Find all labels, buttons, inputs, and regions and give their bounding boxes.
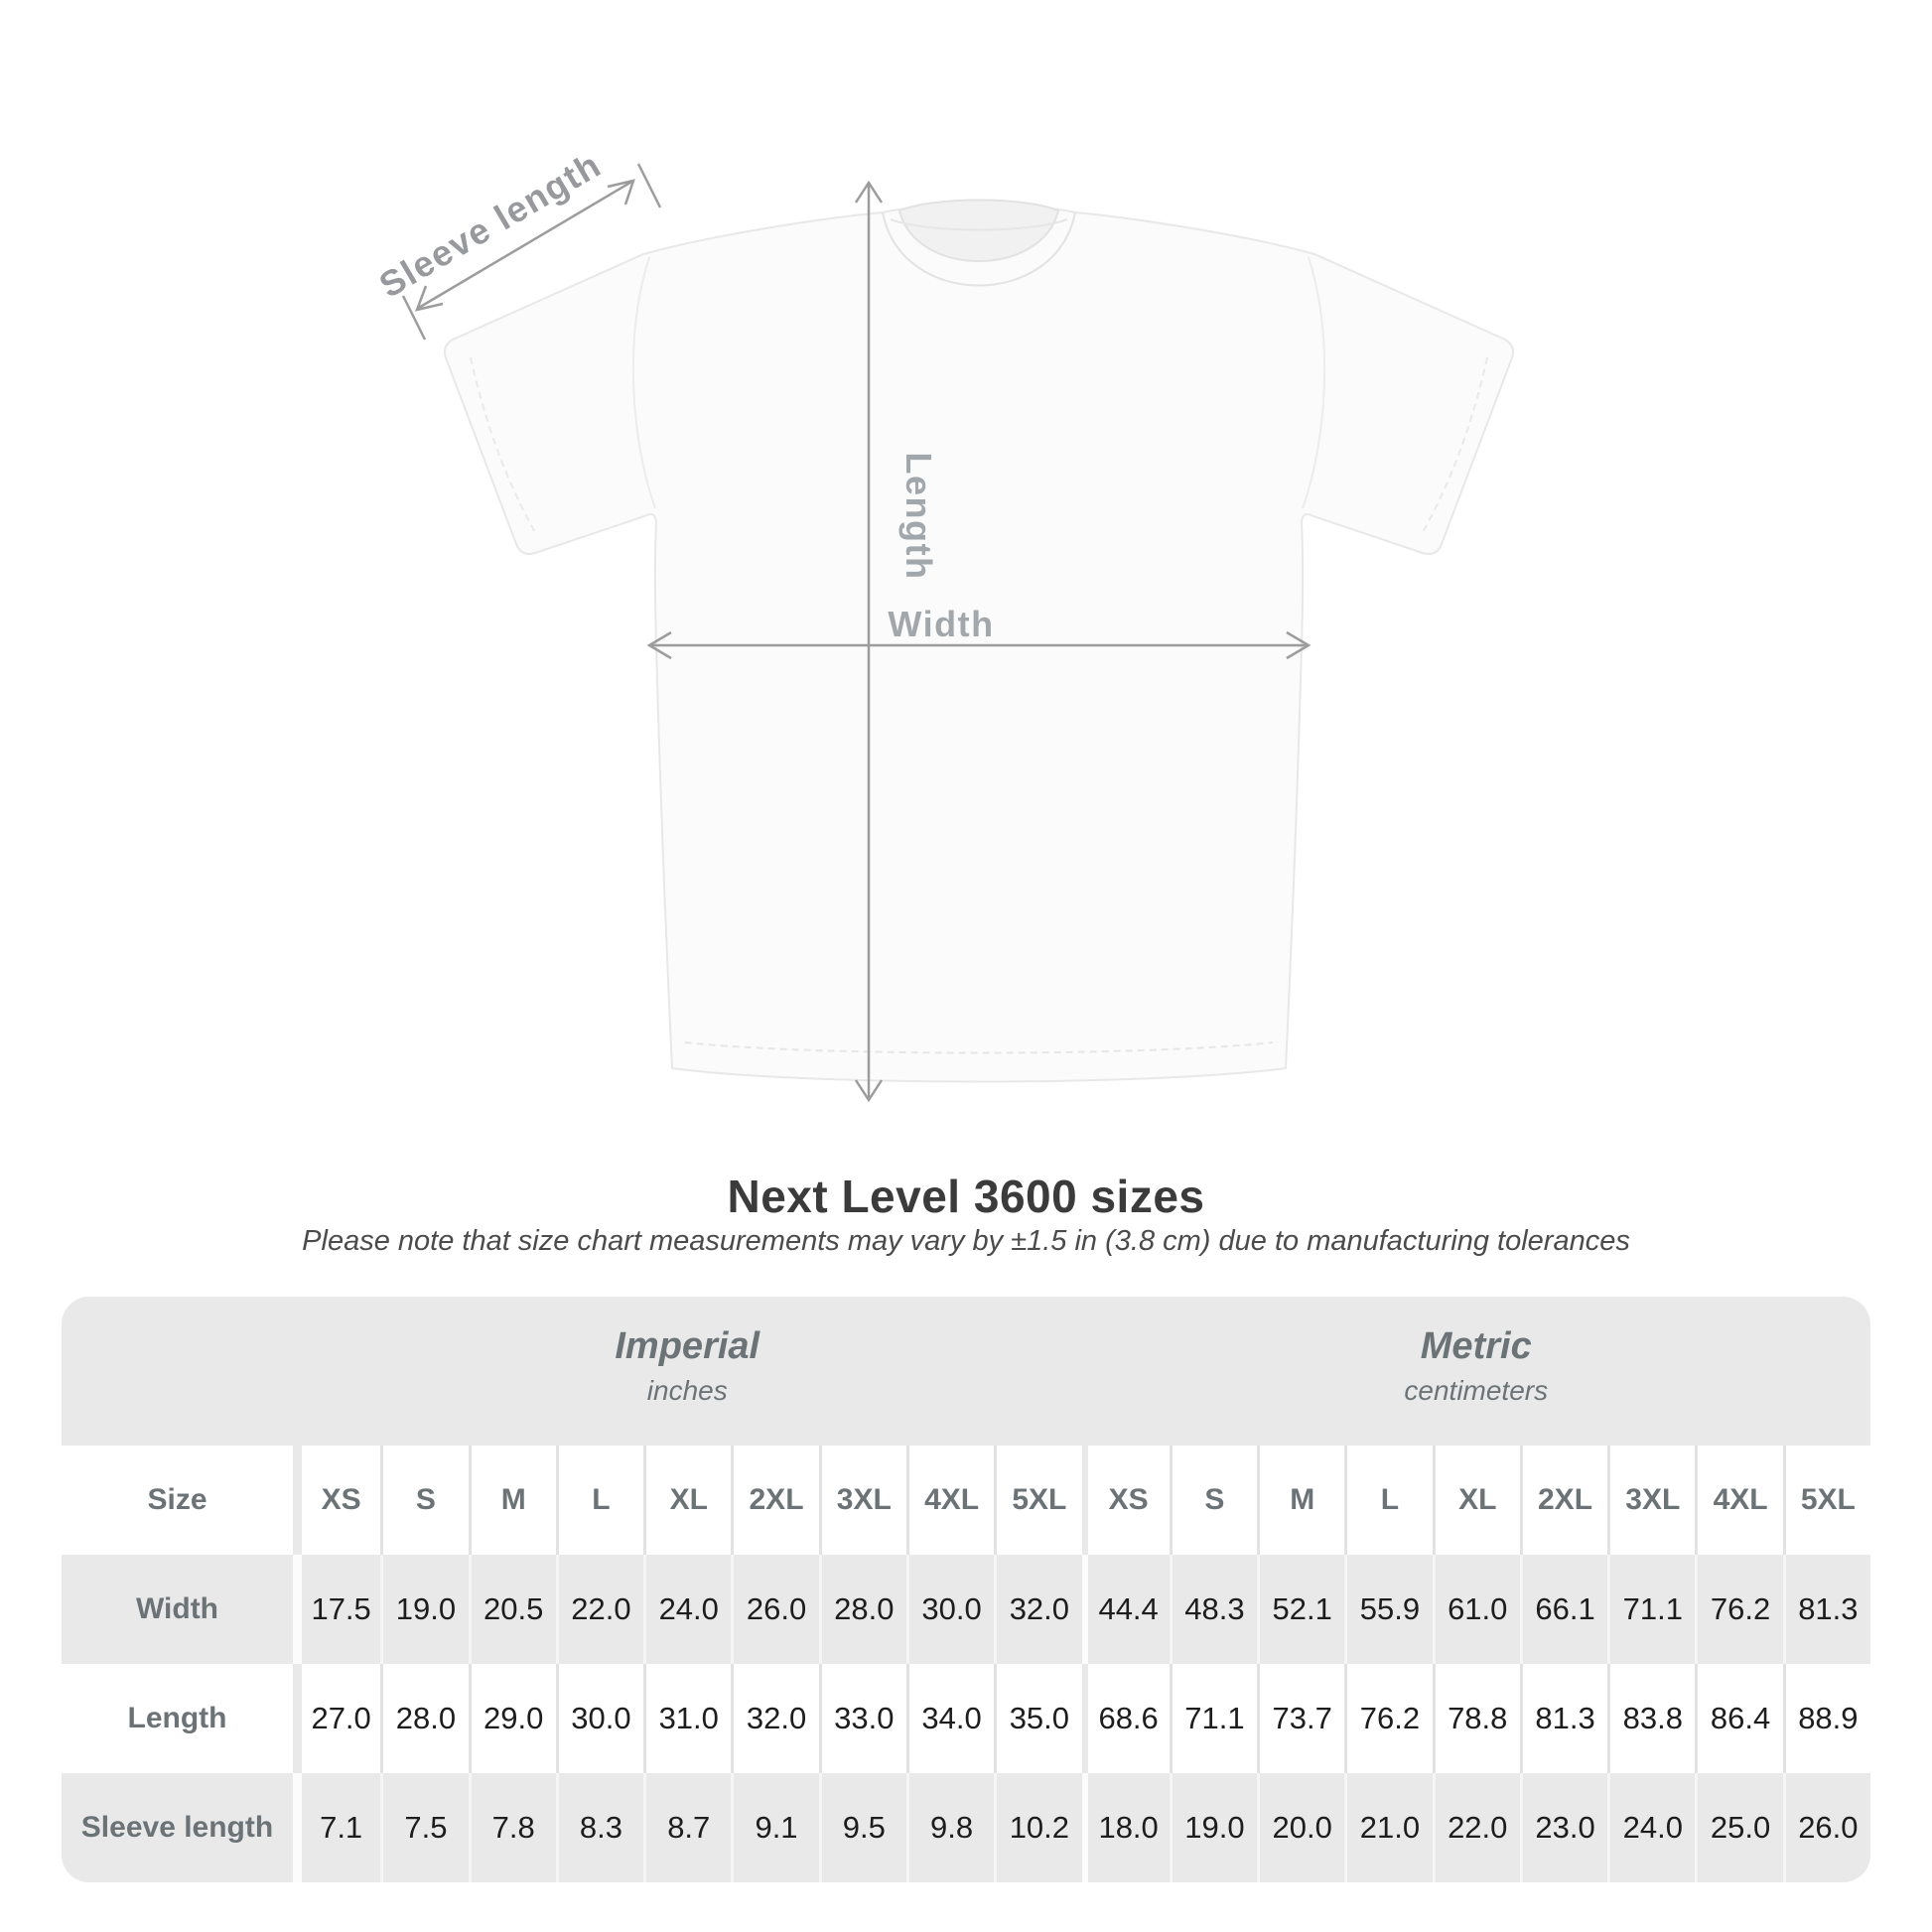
row-label: Sleeve length	[80, 1811, 274, 1844]
size-column-header: L	[1344, 1446, 1432, 1555]
imperial-unit: inches	[646, 1375, 728, 1406]
size-column-header: 5XL	[1783, 1446, 1870, 1555]
measurement-value: 29.0	[469, 1664, 556, 1773]
measurement-value: 78.8	[1433, 1664, 1520, 1773]
measurement-value: 35.0	[994, 1664, 1081, 1773]
size-column-header: S	[1170, 1446, 1257, 1555]
size-column-header: XS	[293, 1446, 380, 1555]
measurement-value: 27.0	[293, 1664, 380, 1773]
metric-unit: centimeters	[1404, 1375, 1549, 1406]
size-column-header: M	[1257, 1446, 1344, 1555]
measurement-value: 66.1	[1520, 1555, 1607, 1664]
width-label: Width	[888, 604, 995, 644]
size-column-header: XS	[1082, 1446, 1170, 1555]
measurement-value: 7.1	[293, 1773, 380, 1882]
size-column-header: L	[556, 1446, 643, 1555]
measurement-value: 9.8	[906, 1773, 994, 1882]
measurement-value: 34.0	[906, 1664, 994, 1773]
measurement-value: 68.6	[1082, 1664, 1170, 1773]
measurement-value: 33.0	[819, 1664, 906, 1773]
measurement-value: 44.4	[1082, 1555, 1170, 1664]
size-column-header: M	[469, 1446, 556, 1555]
measurement-value: 55.9	[1344, 1555, 1432, 1664]
measurement-value: 8.3	[556, 1773, 643, 1882]
measurement-value: 22.0	[1433, 1773, 1520, 1882]
measurement-value: 9.5	[819, 1773, 906, 1882]
measurement-value: 73.7	[1257, 1664, 1344, 1773]
size-column-header: S	[380, 1446, 468, 1555]
size-column-header: XL	[643, 1446, 731, 1555]
measurement-value: 28.0	[819, 1555, 906, 1664]
measurement-value: 19.0	[1170, 1773, 1257, 1882]
size-column-header: 3XL	[1607, 1446, 1695, 1555]
measurement-value: 76.2	[1344, 1664, 1432, 1773]
measurement-value: 19.0	[380, 1555, 468, 1664]
measurement-value: 17.5	[293, 1555, 380, 1664]
measurement-value: 30.0	[556, 1664, 643, 1773]
measurement-value: 18.0	[1082, 1773, 1170, 1882]
measurement-value: 7.5	[380, 1773, 468, 1882]
measurement-value: 20.5	[469, 1555, 556, 1664]
measurement-value: 23.0	[1520, 1773, 1607, 1882]
size-table	[62, 1297, 1870, 1882]
measurement-value: 20.0	[1257, 1773, 1344, 1882]
measurement-value: 9.1	[731, 1773, 818, 1882]
measurement-value: 26.0	[1783, 1773, 1870, 1882]
measurement-value: 25.0	[1695, 1773, 1782, 1882]
size-column-header: 4XL	[906, 1446, 994, 1555]
table-row-width	[62, 1555, 1870, 1664]
measurement-value: 86.4	[1695, 1664, 1782, 1773]
size-column-header: 2XL	[1520, 1446, 1607, 1555]
measurement-value: 81.3	[1520, 1664, 1607, 1773]
row-label: Length	[127, 1702, 227, 1734]
measurement-value: 26.0	[731, 1555, 818, 1664]
sleeve-length-label: Sleeve length	[371, 143, 609, 306]
imperial-header	[293, 1297, 1082, 1446]
measurement-value: 30.0	[906, 1555, 994, 1664]
measurement-value: 32.0	[731, 1664, 818, 1773]
measurement-value: 21.0	[1344, 1773, 1432, 1882]
measurement-value: 81.3	[1783, 1555, 1870, 1664]
size-header-row	[62, 1446, 1870, 1555]
measurement-value: 71.1	[1170, 1664, 1257, 1773]
measurement-value: 24.0	[643, 1555, 731, 1664]
size-column-header: 2XL	[731, 1446, 818, 1555]
length-label: Length	[898, 452, 939, 581]
measurement-value: 48.3	[1170, 1555, 1257, 1664]
measurement-value: 10.2	[994, 1773, 1081, 1882]
measurement-value: 71.1	[1607, 1555, 1695, 1664]
measurement-value: 8.7	[643, 1773, 731, 1882]
page-title: Next Level 3600 sizes	[727, 1171, 1205, 1222]
page-subtitle: Please note that size chart measurements may vary by ±1.5 in (3.8 cm) due to manufacturing tolerances	[302, 1225, 1630, 1257]
measurement-value: 32.0	[994, 1555, 1081, 1664]
measurement-value: 88.9	[1783, 1664, 1870, 1773]
size-column-header: XL	[1433, 1446, 1520, 1555]
size-column-header: 4XL	[1695, 1446, 1782, 1555]
metric-header	[1082, 1297, 1871, 1446]
table-row-length	[62, 1664, 1870, 1773]
measurement-value: 76.2	[1695, 1555, 1782, 1664]
measurement-value: 28.0	[380, 1664, 468, 1773]
measurement-value: 61.0	[1433, 1555, 1520, 1664]
imperial-name: Imperial	[615, 1325, 760, 1367]
measurement-value: 31.0	[643, 1664, 731, 1773]
row-label: Width	[135, 1592, 219, 1625]
measurement-value: 83.8	[1607, 1664, 1695, 1773]
size-column-header: 3XL	[819, 1446, 906, 1555]
size-column-header: 5XL	[994, 1446, 1081, 1555]
measurement-value: 22.0	[556, 1555, 643, 1664]
unit-header-row	[62, 1297, 1870, 1446]
measurement-value: 24.0	[1607, 1773, 1695, 1882]
measurement-value: 52.1	[1257, 1555, 1344, 1664]
measurement-value: 7.8	[469, 1773, 556, 1882]
size-header-label: Size	[147, 1483, 207, 1516]
table-row-sleeve-length	[62, 1773, 1870, 1882]
metric-name: Metric	[1420, 1325, 1532, 1367]
